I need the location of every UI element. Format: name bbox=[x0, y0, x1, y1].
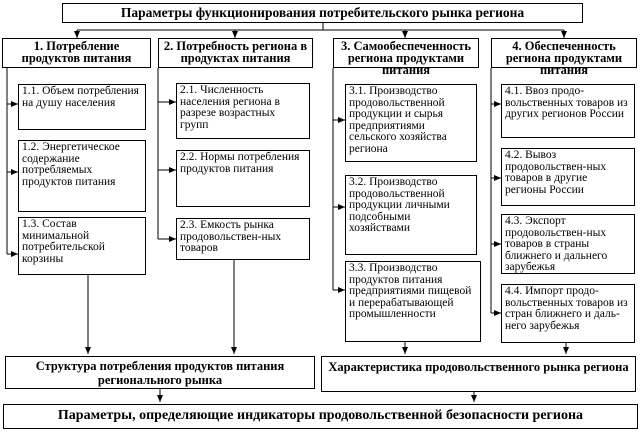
item-2-1: 2.1. Численность населения региона в разрезе возрастных групп bbox=[176, 83, 310, 139]
top-title: Параметры функционирования потребительского рынка региона bbox=[120, 5, 525, 20]
final-box: Параметры, определяющие индикаторы продовольственной безопасности региона bbox=[3, 404, 638, 429]
column-4-header: 4. Обеспеченность региона продуктами питания bbox=[491, 38, 637, 68]
item-3-2: 3.2. Производство продовольственной продукции личными подсобными хозяйствами bbox=[345, 175, 477, 255]
item-4-4: 4.4. Импорт продо-вольственных товаров из стран ближнего и даль-него зарубежья bbox=[501, 284, 635, 343]
item-1-1: 1.1. Объем потребления на душу населения bbox=[18, 84, 146, 130]
item-2-2: 2.2. Нормы потребления продуктов питания bbox=[176, 150, 310, 207]
column-1-header: 1. Потребление продуктов питания bbox=[2, 38, 151, 68]
column-3-header: 3. Самообеспеченность региона продуктами питания bbox=[333, 38, 479, 68]
item-4-1: 4.1. Ввоз продо-вольственных товаров из других регионов России bbox=[501, 84, 635, 138]
item-2-3: 2.3. Емкость рынка продовольствен-ных товаров bbox=[176, 218, 310, 260]
item-4-3: 4.3. Экспорт продовольствен-ных товаров в страны ближнего и дальнего зарубежья bbox=[501, 214, 635, 274]
bottom-left-box: Структура потребления продуктов питания регионального рынка bbox=[5, 356, 315, 389]
item-1-2: 1.2. Энергетическое содержание потребляемых продуктов питания bbox=[18, 140, 146, 212]
item-1-3: 1.3. Состав минимальной потребительской корзины bbox=[18, 217, 146, 275]
bottom-right-box: Характеристика продовольственного рынка региона bbox=[321, 356, 636, 392]
column-2-header: 2. Потребность региона в продуктах питания bbox=[158, 38, 313, 68]
item-3-3: 3.3. Производство продуктов питания предприятиями пищевой и перерабатывающей промышленности bbox=[345, 261, 481, 342]
item-4-2: 4.2. Вывоз продовольствен-ных товаров в другие регионы России bbox=[501, 148, 635, 206]
top-title-box bbox=[62, 3, 583, 23]
item-3-1: 3.1. Производство продовольственной продукции и сырья предприятиями сельского хозяйства региона bbox=[345, 84, 477, 162]
